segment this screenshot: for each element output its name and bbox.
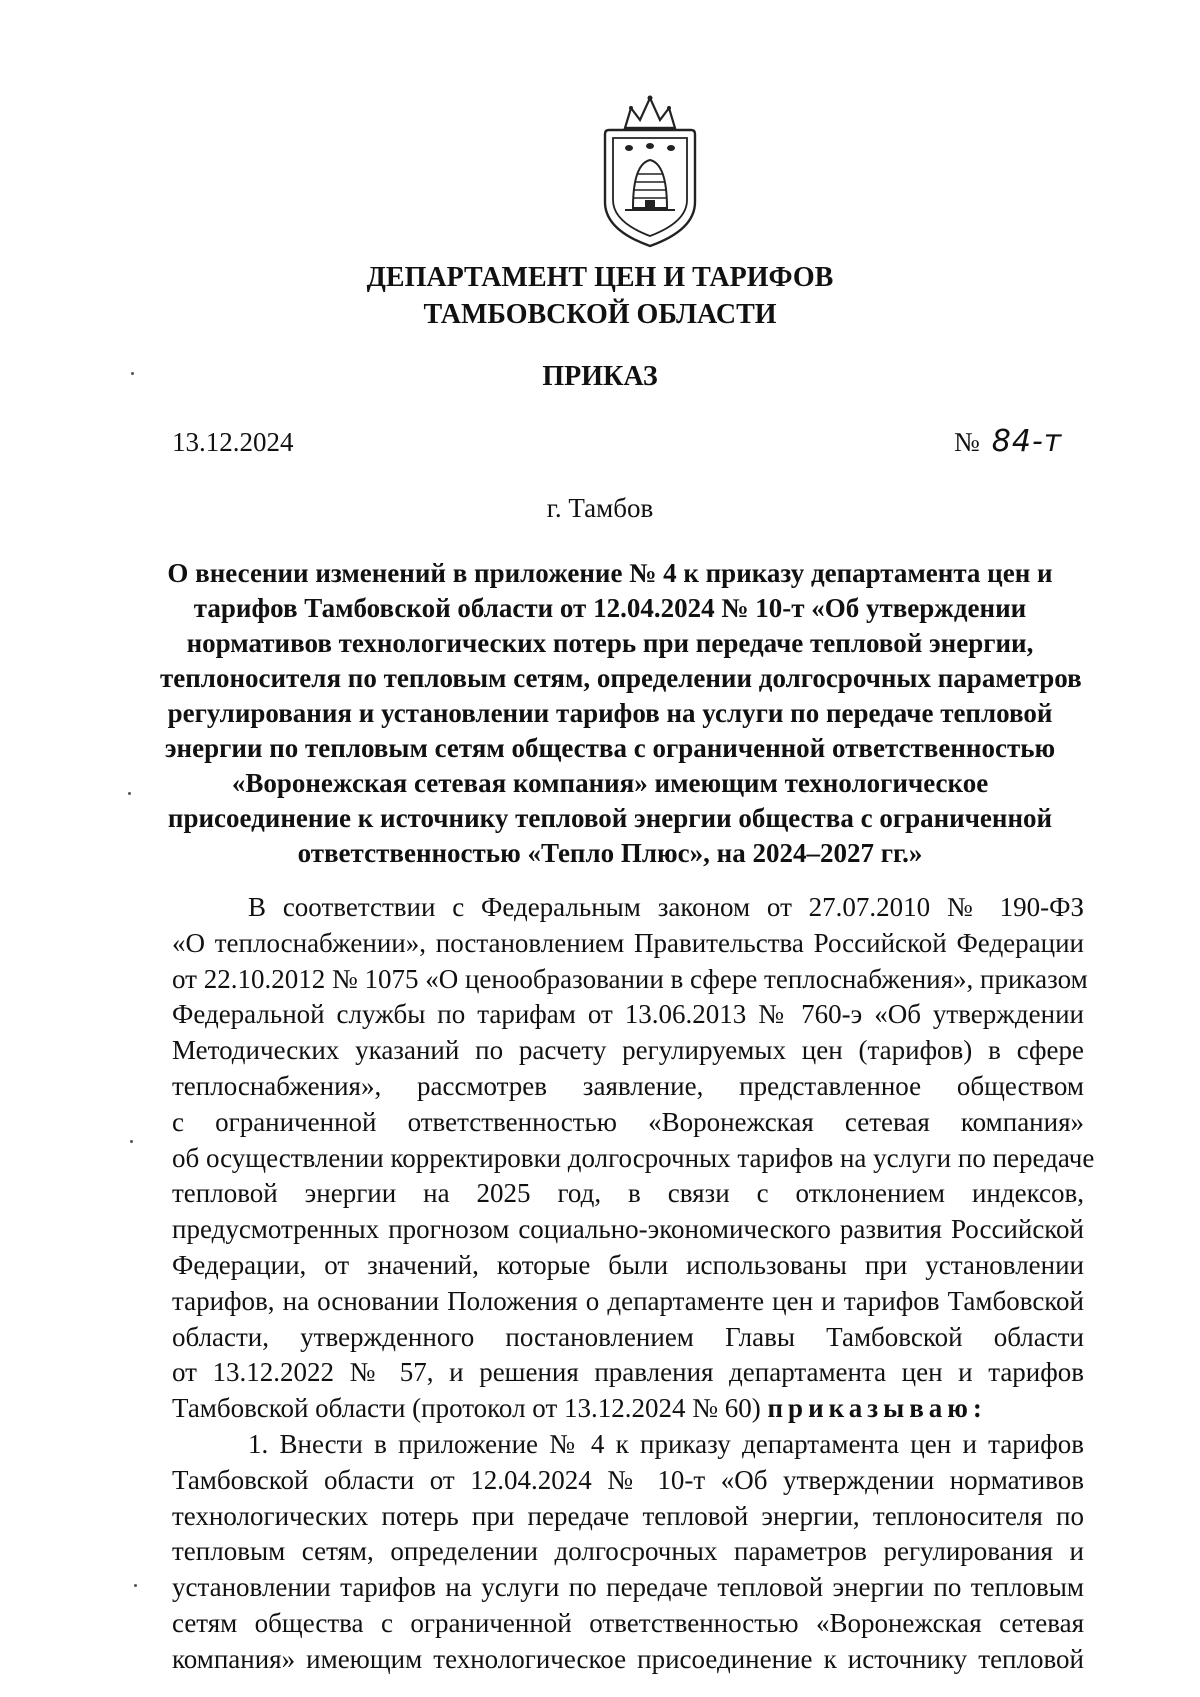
document-type: ПРИКАЗ bbox=[542, 361, 658, 392]
organization-name-line1: ДЕПАРТАМЕНТ ЦЕН И ТАРИФОВ bbox=[366, 262, 834, 293]
document-number bbox=[954, 424, 1062, 459]
number-sign: № bbox=[954, 427, 980, 457]
handwritten-number: 84-т bbox=[991, 424, 1063, 459]
body-line: Федерации, от значений, которые были использованы при установлении bbox=[172, 1249, 1084, 1280]
body-line: установлении тарифов на услуги по передаче тепловой энергии по тепловым bbox=[172, 1572, 1084, 1603]
body-line: области, утвержденного постановлением Главы Тамбовской области bbox=[172, 1321, 1084, 1352]
body-line: технологических потерь при передаче тепловой энергии, теплоносителя по bbox=[172, 1500, 1084, 1531]
body-line: 1. Внести в приложение № 4 к приказу департамента цен и тарифов bbox=[248, 1428, 1084, 1459]
title-line: ответственностью «Тепло Плюс», на 2024–2027 гг.» bbox=[297, 838, 923, 868]
body-line: Тамбовской области от 12.04.2024 № 10-т «Об утверждении нормативов bbox=[172, 1464, 1084, 1495]
title-line: нормативов технологических потерь при передаче тепловой энергии, bbox=[186, 628, 1034, 658]
body-line: теплоснабжения», рассмотрев заявление, представленное обществом bbox=[172, 1070, 1084, 1101]
document-title bbox=[160, 556, 1082, 871]
body-line bbox=[172, 1391, 1084, 1427]
title-line: «Воронежская сетевая компания» имеющим технологическое bbox=[231, 768, 989, 798]
body-line: «О теплоснабжении», постановлением Правительства Российской Федерации bbox=[172, 927, 1084, 958]
order-word: приказываю: bbox=[767, 1393, 987, 1424]
title-line: регулирования и установлении тарифов на услуги по передаче тепловой bbox=[167, 698, 1053, 728]
document-date: 13.12.2024 bbox=[172, 427, 294, 457]
body-line: от 13.12.2022 № 57, и решения правления департамента цен и тарифов bbox=[172, 1357, 1084, 1388]
body-line: Федеральной службы по тарифам от 13.06.2013 № 760-э «Об утверждении bbox=[172, 999, 1084, 1030]
title-line: теплоносителя по тепловым сетям, определении долгосрочных параметров bbox=[160, 663, 1082, 693]
organization-name-line2: ТАМБОВСКОЙ ОБЛАСТИ bbox=[423, 299, 777, 330]
title-line: тарифов Тамбовской области от 12.04.2024 № 10-т «Об утверждении bbox=[193, 593, 1027, 623]
body-line: компания» имеющим технологическое присоединение к источнику тепловой bbox=[172, 1643, 1084, 1674]
body-line: от 22.10.2012 № 1075 «О ценообразовании в сфере теплоснабжения», приказом bbox=[172, 963, 1088, 994]
body-line: предусмотренных прогнозом социально-экономического развития Российской bbox=[172, 1214, 1084, 1245]
body-line: В соответствии с Федеральным законом от 27.07.2010 № 190-ФЗ bbox=[248, 892, 1084, 922]
document-body bbox=[172, 890, 1095, 1678]
body-line: об осуществлении корректировки долгосрочных тарифов на услуги по передаче bbox=[172, 1142, 1095, 1173]
scan-speck bbox=[128, 792, 131, 795]
tambov-coat-of-arms-icon bbox=[595, 90, 705, 250]
body-line: тарифов, на основании Положения о департаменте цен и тарифов Тамбовской bbox=[172, 1285, 1084, 1316]
document-city: г. Тамбов bbox=[546, 493, 654, 523]
body-line: тепловым сетям, определении долгосрочных параметров регулирования и bbox=[172, 1536, 1084, 1567]
body-line-text: Тамбовской области (протокол от 13.12.2024 № 60) bbox=[172, 1393, 761, 1424]
body-line: Методических указаний по расчету регулируемых цен (тарифов) в сфере bbox=[172, 1035, 1084, 1066]
title-line: энергии по тепловым сетям общества с ограниченной ответственностью bbox=[164, 733, 1056, 763]
scan-speck bbox=[130, 1140, 133, 1143]
scan-speck bbox=[131, 372, 134, 375]
title-line: присоединение к источнику тепловой энергии общества с ограниченной bbox=[167, 803, 1053, 833]
body-line: тепловой энергии на 2025 год, в связи с отклонением индексов, bbox=[172, 1178, 1084, 1209]
body-line: сетям общества с ограниченной ответственностью «Воронежская сетевая bbox=[172, 1607, 1084, 1638]
scan-speck bbox=[134, 1584, 137, 1587]
body-line: с ограниченной ответственностью «Воронежская сетевая компания» bbox=[172, 1106, 1084, 1137]
title-line: О внесении изменений в приложение № 4 к приказу департамента цен и bbox=[167, 558, 1053, 588]
